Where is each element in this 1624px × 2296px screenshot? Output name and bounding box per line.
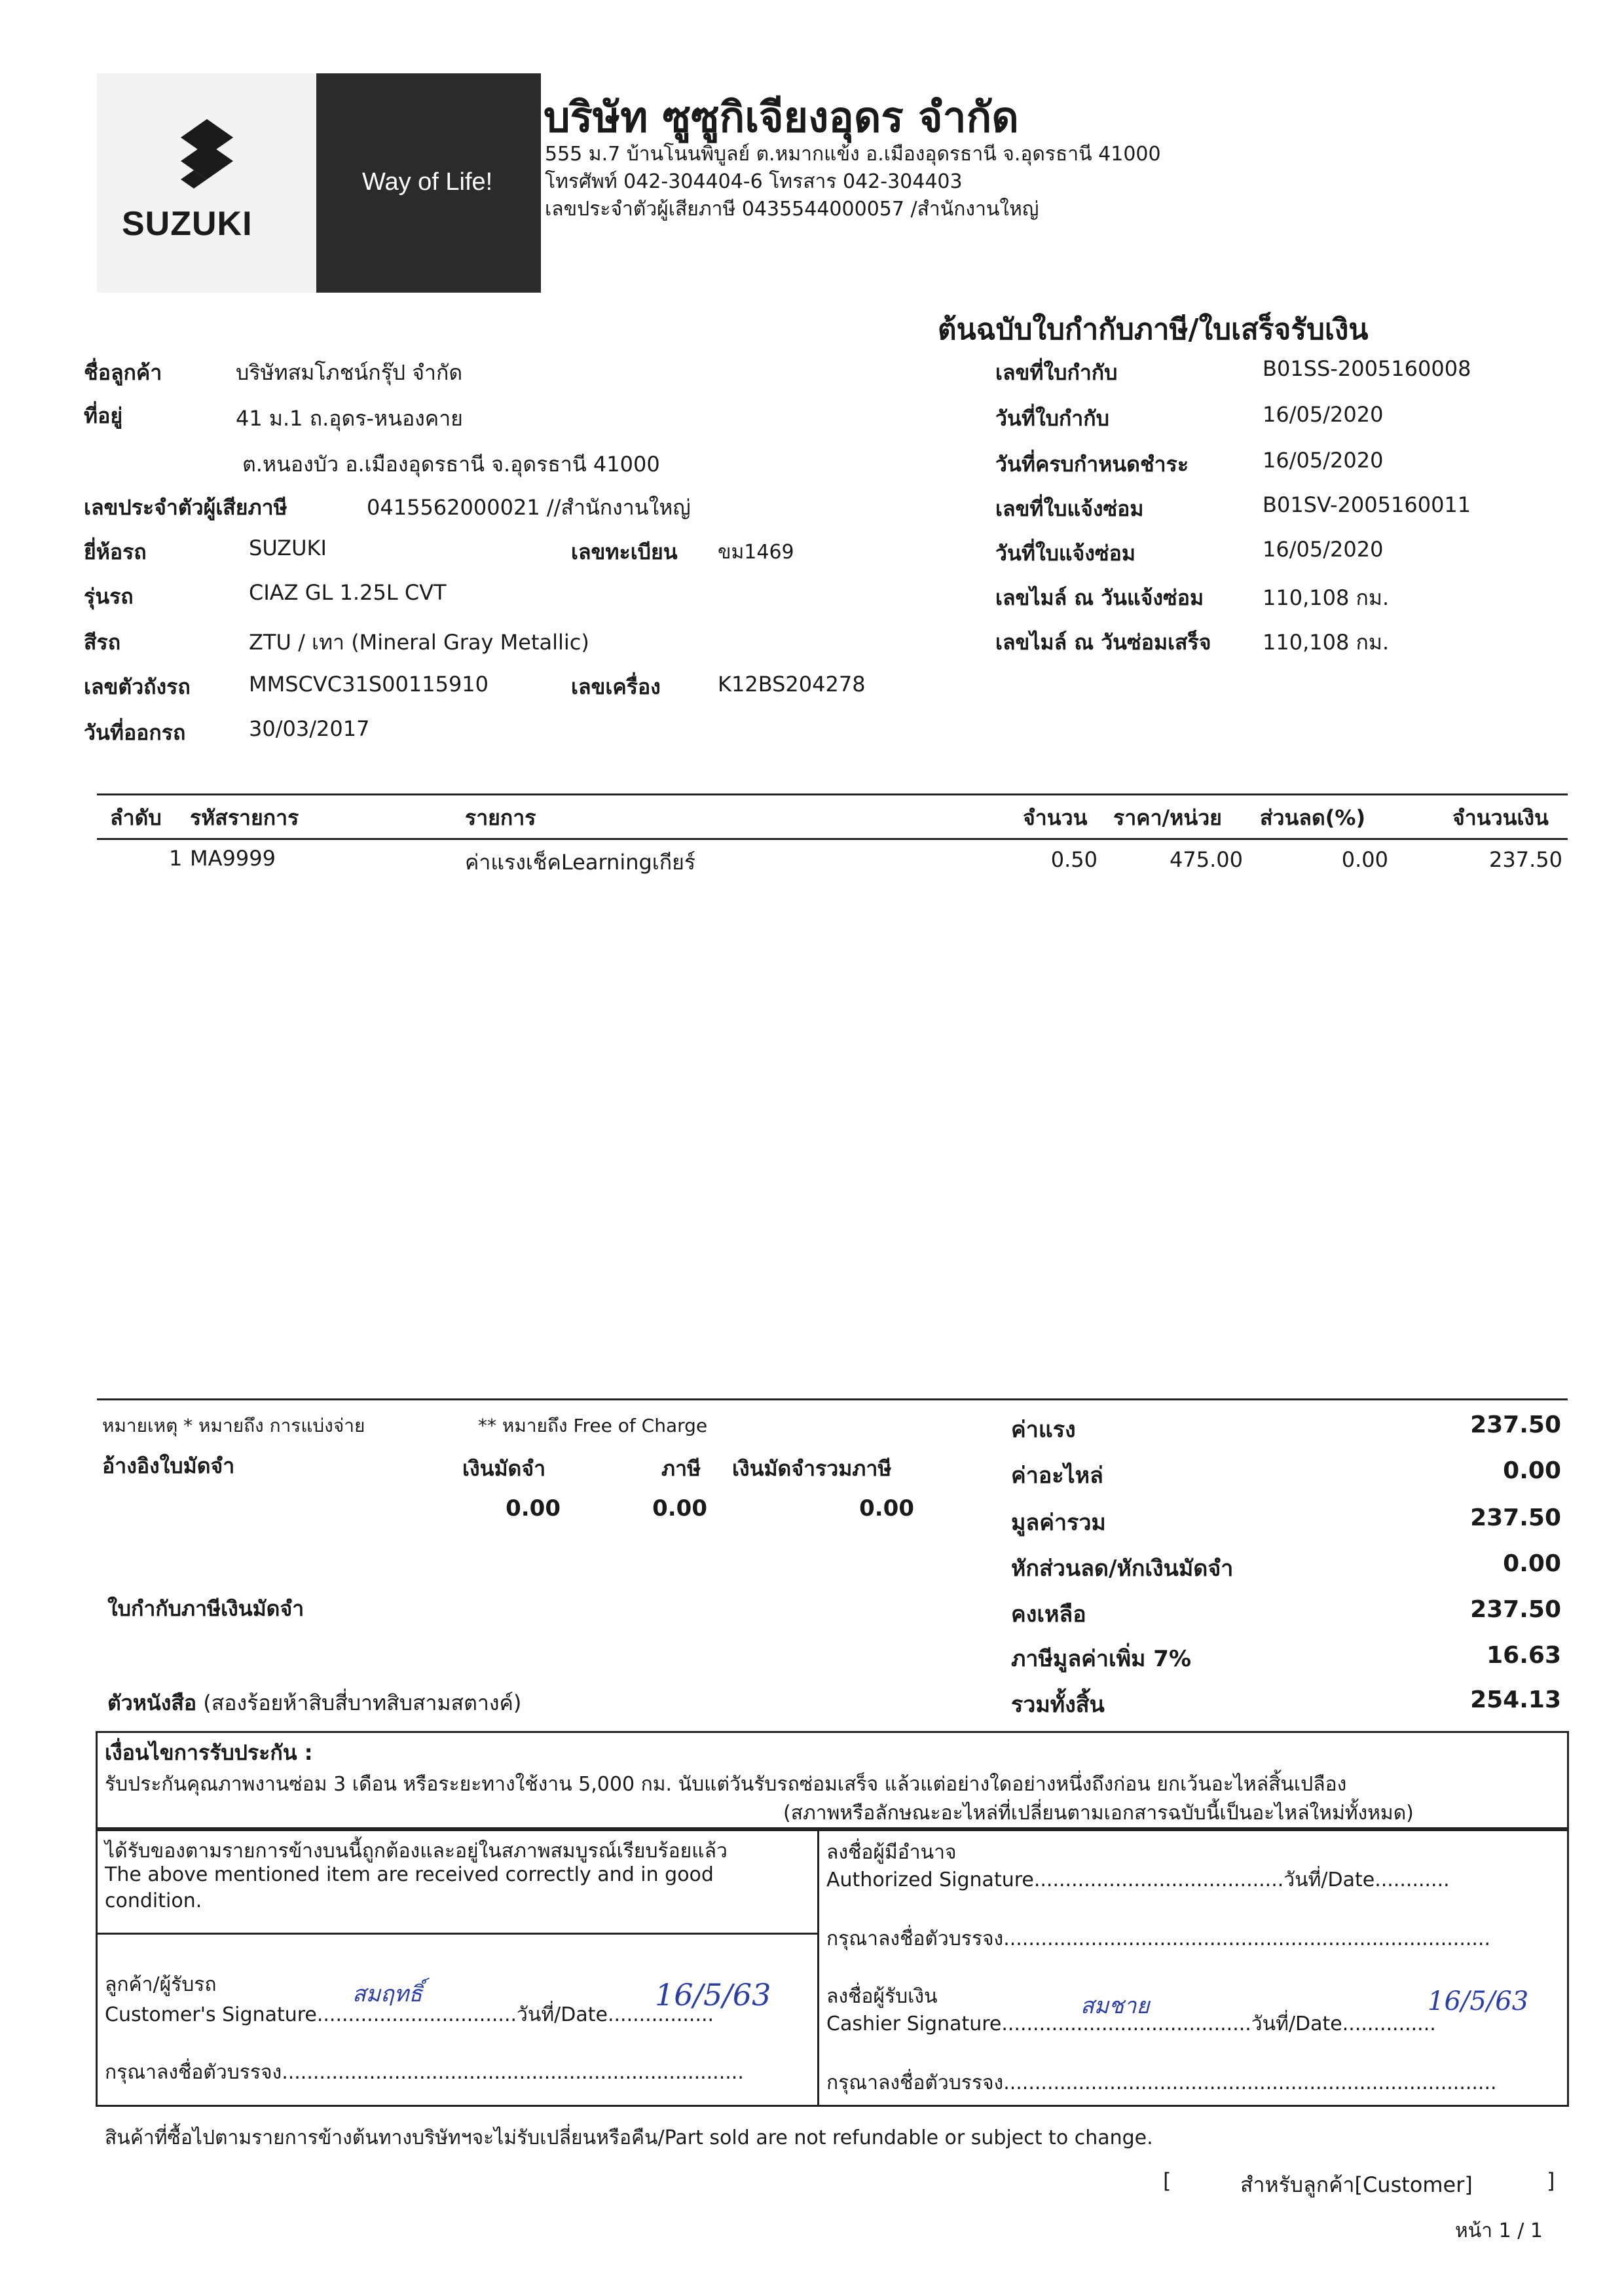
customer-handwritten-signature: สมฤทธิ์ — [352, 1981, 422, 2007]
table-header-rule — [97, 838, 1568, 840]
company-tax-id: เลขประจำตัวผู้เสียภาษี 0435544000057 /สำนักงานใหญ่ — [545, 198, 1039, 221]
invoice-no-label: เลขที่ใบกำกับ — [995, 360, 1118, 385]
grand-total-label: รวมทั้งสิ้น — [1011, 1692, 1105, 1718]
cashier-handwritten-signature: สมชาย — [1080, 1993, 1150, 2019]
invoice-date-label: วันที่ใบกำกับ — [995, 406, 1109, 431]
company-name: บริษัท ซูซูกิเจียงอุดร จำกัด — [544, 94, 1019, 142]
invoice-no: B01SS-2005160008 — [1263, 356, 1471, 381]
invoice-date: 16/05/2020 — [1263, 402, 1384, 427]
in-words-label: ตัวหนังสือ — [107, 1690, 197, 1715]
note-installment: หมายเหตุ * หมายถึง การแบ่งจ่าย — [102, 1415, 365, 1436]
deposit-invoice-label: ใบกำกับภาษีเงินมัดจำ — [107, 1596, 304, 1621]
received-statement-th: ได้รับของตามรายการข้างบนนี้ถูกต้องและอยู่ในสภาพสมบูรณ์เรียบร้อยแล้ว — [105, 1840, 728, 1863]
warranty-title: เงื่อนไขการรับประกัน : — [105, 1740, 313, 1765]
car-color-label: สีรถ — [84, 630, 121, 655]
deposit-vat-label: ภาษี — [661, 1456, 701, 1481]
suzuki-brand-text: SUZUKI — [122, 205, 253, 243]
tagline: Way of Life! — [362, 168, 493, 196]
row-disc: 0.00 — [1341, 847, 1388, 872]
authorized-print-name-line: กรุณาลงชื่อตัวบรรจง.............................................................................. — [826, 1927, 1491, 1950]
warranty-line1: รับประกันคุณภาพงานซ่อม 3 เดือน หรือระยะทางใช้งาน 5,000 กม. นับแต่วันรับรถซ่อมเสร็จ แล้วแต่อย่างใดอย่างหนึ่งถึงก่อน ยกเว้นอะไหล่สิ้นเปลือง — [105, 1773, 1347, 1796]
deposit-vat-value: 0.00 — [652, 1495, 707, 1522]
balance-label: คงเหลือ — [1011, 1601, 1086, 1628]
table-top-rule — [97, 793, 1568, 795]
customer-handwritten-date: 16/5/63 — [655, 1977, 771, 2013]
due-date-label: วันที่ครบกำหนดชำระ — [995, 452, 1189, 477]
customer-signature-line: Customer's Signature................................วันที่/Date................. — [105, 2003, 714, 2026]
mile-in-label: เลขไมล์ ณ วันแจ้งซ่อม — [995, 585, 1204, 610]
plate: ขม1469 — [718, 541, 794, 564]
repair-no: B01SV-2005160011 — [1263, 492, 1471, 517]
repair-date-label: วันที่ใบแจ้งซ่อม — [995, 541, 1135, 566]
subtotal-label: มูลค่ารวม — [1011, 1510, 1106, 1536]
mile-out-label: เลขไมล์ ณ วันซ่อมเสร็จ — [995, 630, 1211, 655]
issue-date-label: วันที่ออกรถ — [84, 720, 186, 745]
car-model: CIAZ GL 1.25L CVT — [249, 580, 447, 605]
labor-value: 237.50 — [1470, 1412, 1561, 1438]
row-qty: 0.50 — [1050, 847, 1098, 872]
row-desc: ค่าแรงเช็คLearningเกียร์ — [465, 850, 696, 875]
customer-address-line2: ต.หนองบัว อ.เมืองอุดรธานี จ.อุดรธานี 41000 — [242, 452, 660, 477]
chassis: MMSCVC31S00115910 — [249, 672, 489, 697]
page-number: หน้า 1 / 1 — [1455, 2219, 1543, 2242]
due-date: 16/05/2020 — [1263, 448, 1384, 473]
discount-label: หักส่วนลด/หักเงินมัดจำ — [1011, 1556, 1234, 1582]
customer-sign-label-th: ลูกค้า/ผู้รับรถ — [105, 1973, 217, 1996]
deposit-label: เงินมัดจำ — [462, 1456, 546, 1481]
customer-print-name-line: กรุณาลงชื่อตัวบรรจง.......................................................................... — [105, 2061, 744, 2084]
mile-in: 110,108 กม. — [1263, 585, 1390, 610]
mile-out: 110,108 กม. — [1263, 630, 1390, 655]
deposit-total-label: เงินมัดจำรวมภาษี — [732, 1456, 892, 1481]
subtotal-value: 237.50 — [1470, 1504, 1561, 1531]
row-amount: 237.50 — [1489, 847, 1562, 872]
car-brand: SUZUKI — [249, 536, 327, 560]
col-price: ราคา/หน่วย — [1113, 805, 1222, 830]
customer-address-line1: 41 ม.1 ถ.อุดร-หนองคาย — [236, 406, 463, 431]
vat-label: ภาษีมูลค่าเพิ่ม 7% — [1011, 1646, 1192, 1672]
return-policy: สินค้าที่ซื้อไปตามรายการข้างต้นทางบริษัทฯจะไม่รับเปลี่ยนหรือคืน/Part sold are not refundable or subject to change. — [105, 2126, 1153, 2149]
row-code: MA9999 — [190, 846, 276, 871]
customer-tax-label: เลขประจำตัวผู้เสียภาษี — [84, 495, 287, 520]
signature-divider — [817, 1829, 819, 2107]
plate-label: เลขทะเบียน — [571, 539, 678, 564]
deposit-value: 0.00 — [506, 1495, 561, 1522]
row-seq: 1 — [169, 846, 183, 871]
cashier-signature-line: Cashier Signature........................................วันที่/Date............... — [826, 2013, 1436, 2035]
balance-value: 237.50 — [1470, 1596, 1561, 1623]
chassis-label: เลขตัวถังรถ — [84, 674, 191, 699]
customer-name-label: ชื่อลูกค้า — [84, 360, 162, 385]
customer-address-label: ที่อยู่ — [84, 403, 123, 428]
note-free-of-charge: ** หมายถึง Free of Charge — [478, 1415, 708, 1436]
in-words-value: (สองร้อยห้าสิบสี่บาทสิบสามสตางค์) — [203, 1690, 522, 1715]
company-phone: โทรศัพท์ 042-304404-6 โทรสาร 042-304403 — [545, 170, 963, 193]
customer-tax: 0415562000021 //สำนักงานใหญ่ — [367, 495, 691, 520]
labor-label: ค่าแรง — [1011, 1417, 1076, 1443]
col-seq: ลำดับ — [110, 805, 162, 830]
copy-bracket-open: [ — [1163, 2168, 1172, 2193]
suzuki-logo-panel — [97, 73, 316, 293]
document-title: ต้นฉบับใบกำกับภาษี/ใบเสร็จรับเงิน — [938, 313, 1369, 346]
warranty-line2: (สภาพหรือลักษณะอะไหล่ที่เปลี่ยนตามเอกสารฉบับนี้เป็นอะไหล่ใหม่ทั้งหมด) — [783, 1802, 1414, 1825]
received-statement-en1: The above mentioned item are received correctly and in good — [105, 1863, 714, 1886]
issue-date: 30/03/2017 — [249, 716, 370, 741]
grand-total-value: 254.13 — [1470, 1686, 1561, 1713]
repair-no-label: เลขที่ใบแจ้งซ่อม — [995, 496, 1144, 521]
received-statement-en2: condition. — [105, 1889, 202, 1912]
engine: K12BS204278 — [718, 672, 866, 697]
car-color: ZTU / เทา (Mineral Gray Metallic) — [249, 630, 589, 655]
deposit-ref-label: อ้างอิงใบมัดจำ — [102, 1453, 235, 1478]
customer-name: บริษัทสมโภชน์กรุ๊ป จำกัด — [236, 360, 463, 385]
discount-value: 0.00 — [1503, 1550, 1561, 1577]
col-qty: จำนวน — [1023, 805, 1088, 830]
col-desc: รายการ — [465, 805, 536, 830]
cashier-print-name-line: กรุณาลงชื่อตัวบรรจง............................................................................... — [826, 2071, 1497, 2094]
col-code: รหัสรายการ — [190, 805, 299, 830]
repair-date: 16/05/2020 — [1263, 537, 1384, 562]
amount-in-words — [107, 1686, 521, 1720]
parts-value: 0.00 — [1503, 1457, 1561, 1484]
vat-value: 16.63 — [1486, 1642, 1561, 1669]
parts-label: ค่าอะไหล่ — [1011, 1463, 1103, 1489]
col-amount: จำนวนเงิน — [1452, 805, 1549, 830]
row-price: 475.00 — [1170, 847, 1243, 872]
col-disc: ส่วนลด(%) — [1260, 805, 1366, 830]
signature-left-rule — [96, 1933, 819, 1935]
logo-dark-panel — [316, 73, 541, 293]
copy-bracket-close: ] — [1547, 2168, 1555, 2193]
authorized-label-th: ลงชื่อผู้มีอำนาจ — [826, 1841, 957, 1864]
cashier-handwritten-date: 16/5/63 — [1428, 1986, 1529, 2016]
copy-label: สำหรับลูกค้า[Customer] — [1240, 2172, 1473, 2197]
authorized-signature-line: Authorized Signature........................................วันที่/Date............ — [826, 1868, 1450, 1891]
deposit-total-value: 0.00 — [859, 1495, 914, 1522]
car-model-label: รุ่นรถ — [84, 584, 134, 609]
cashier-label-th: ลงชื่อผู้รับเงิน — [826, 1985, 938, 2008]
suzuki-s-icon — [168, 119, 246, 198]
car-brand-label: ยี่ห้อรถ — [84, 539, 147, 564]
engine-label: เลขเครื่อง — [571, 674, 661, 699]
company-address: 555 ม.7 บ้านโนนพิบูลย์ ต.หมากแข้ง อ.เมืองอุดรธานี จ.อุดรธานี 41000 — [545, 143, 1161, 166]
summary-top-rule — [97, 1398, 1568, 1400]
